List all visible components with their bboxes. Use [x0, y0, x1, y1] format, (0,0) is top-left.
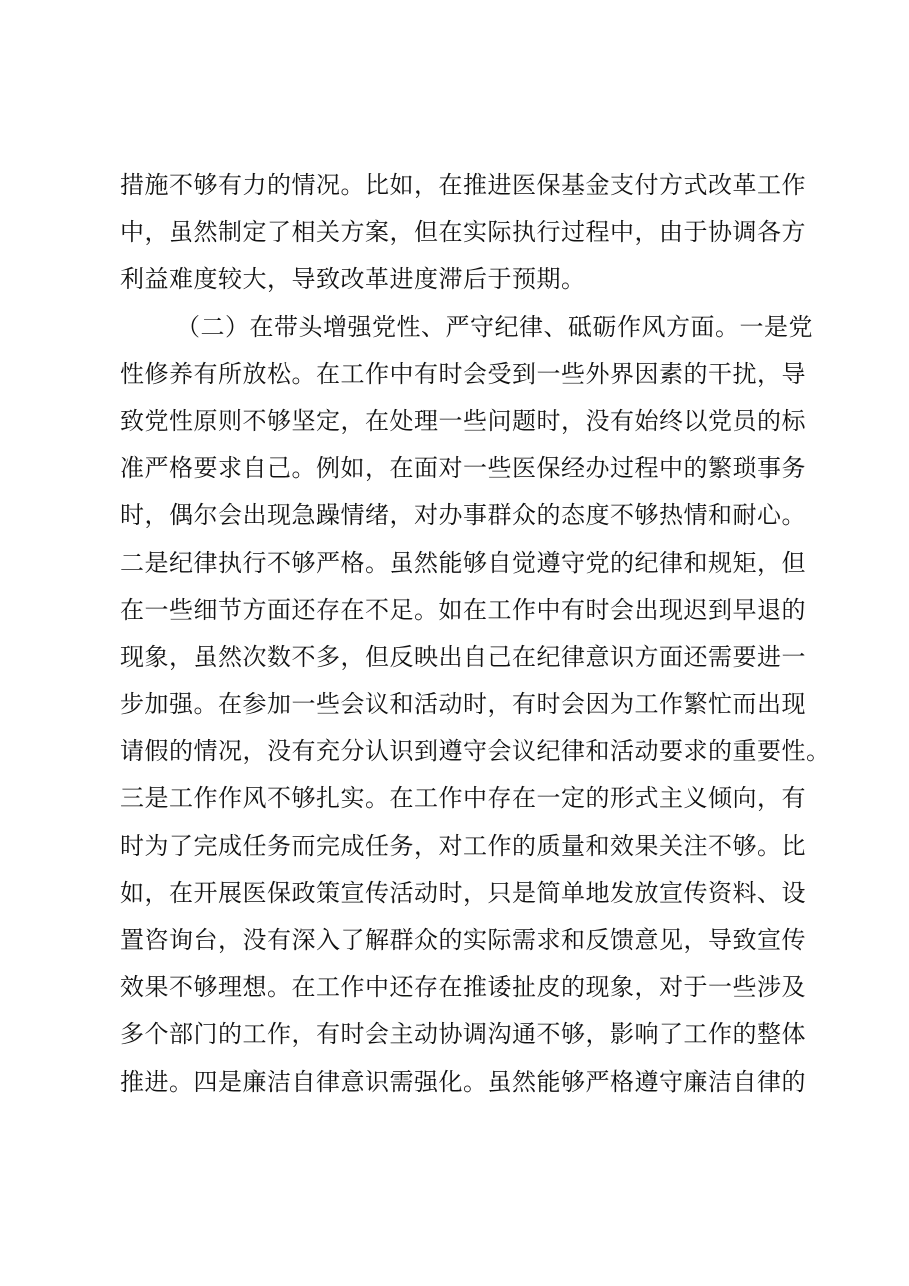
text-line: 如，在开展医保政策宣传活动时，只是简单地发放宣传资料、设 [120, 878, 806, 907]
text-line: 在一些细节方面还存在不足。如在工作中有时会出现迟到早退的 [120, 595, 806, 624]
text-line: 时为了完成任务而完成任务，对工作的质量和效果关注不够。比 [120, 831, 806, 860]
text-line: 措施不够有力的情况。比如，在推进医保基金支付方式改革工作 [120, 171, 806, 199]
text-line: 致党性原则不够坚定，在处理一些问题时，没有始终以党员的标 [120, 406, 806, 435]
text-line: 步加强。在参加一些会议和活动时，有时会因为工作繁忙而出现 [120, 690, 806, 719]
text-line: 现象，虽然次数不多，但反映出自己在纪律意识方面还需要进一 [120, 642, 806, 671]
text-line: 三是工作作风不够扎实。在工作中存在一定的形式主义倾向，有 [120, 784, 806, 813]
text-line: 中，虽然制定了相关方案，但在实际执行过程中，由于协调各方 [120, 218, 806, 247]
text-line: 推进。四是廉洁自律意识需强化。虽然能够严格遵守廉洁自律的 [120, 1067, 806, 1096]
text-line: 多个部门的工作，有时会主动协调沟通不够，影响了工作的整体 [120, 1020, 806, 1049]
body-text [120, 162, 831, 1106]
text-line: 准严格要求自己。例如，在面对一些医保经办过程中的繁琐事务 [120, 454, 806, 483]
text-line: 二是纪律执行不够严格。虽然能够自觉遵守党的纪律和规矩，但 [120, 548, 806, 577]
text-line: 时，偶尔会出现急躁情绪，对办事群众的态度不够热情和耐心。 [120, 501, 806, 530]
section-heading-line: （二）在带头增强党性、严守纪律、砥砺作风方面。一是党 [176, 312, 813, 341]
text-line: 利益难度较大，导致改革进度滞后于预期。 [120, 265, 586, 294]
text-line: 效果不够理想。在工作中还存在推诿扯皮的现象，对于一些涉及 [120, 973, 806, 1002]
text-line: 请假的情况，没有充分认识到遵守会议纪律和活动要求的重要性。 [120, 737, 831, 766]
text-line: 性修养有所放松。在工作中有时会受到一些外界因素的干扰，导 [120, 359, 806, 388]
text-line: 置咨询台，没有深入了解群众的实际需求和反馈意见，导致宣传 [120, 926, 806, 954]
